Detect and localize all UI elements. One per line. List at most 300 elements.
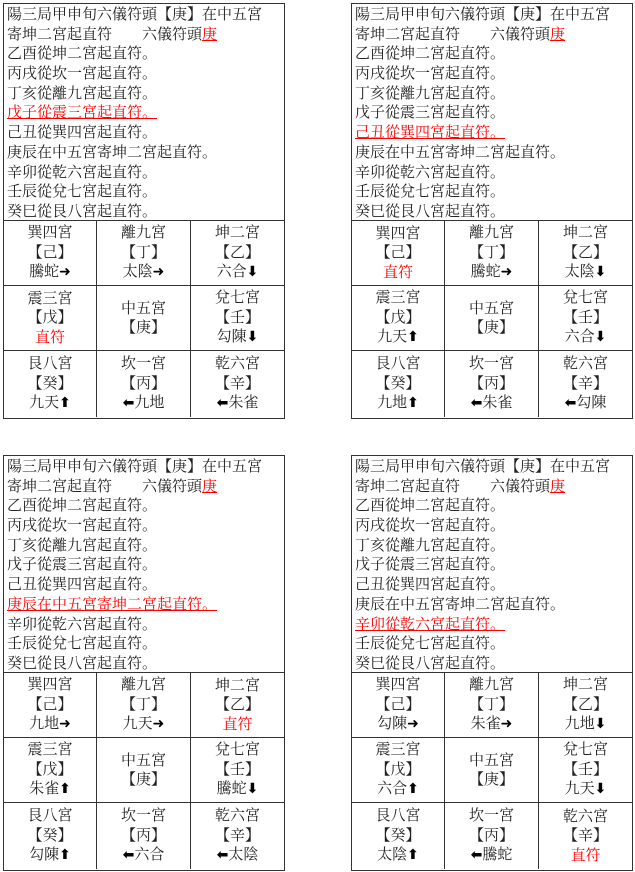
text-block: [352, 456, 632, 673]
palace-cell: [191, 286, 284, 351]
palace-grid: [352, 673, 632, 869]
palace-cell: [539, 221, 632, 286]
palace-grid: [4, 673, 284, 869]
palace-god: [377, 714, 419, 735]
arrow-down-icon: ⬇: [594, 716, 607, 733]
stem-line: [7, 536, 284, 556]
stem-line: [7, 44, 284, 64]
stem-line-text: 辛卯從乾六宮起直符。: [7, 162, 158, 181]
stem-line-text: 丙戌從坎一宮起直符。: [355, 516, 506, 535]
header-line: [355, 457, 632, 477]
palace-stem: 【壬】: [562, 307, 608, 326]
palace-name: 兌七宮: [214, 740, 260, 759]
stem-line: [355, 64, 632, 84]
palace-god: [377, 393, 419, 414]
stem-line: [355, 163, 632, 183]
palace-cell: [4, 351, 97, 417]
stem-line-text: 乙酉從坤二宮起直符。: [355, 44, 506, 63]
arrow-up-icon: ⬆: [407, 329, 419, 346]
arrow-left-icon: ⬅: [216, 847, 229, 864]
stem-line: [355, 595, 632, 615]
palace-god: [471, 714, 513, 735]
palace-stem: 【丙】: [120, 825, 166, 844]
palace-god: [565, 779, 607, 800]
stem-line: [355, 202, 632, 222]
fu-tou-stem: 庚: [202, 476, 218, 495]
palace-god: [29, 845, 71, 866]
palace-stem: 【丙】: [468, 825, 514, 844]
palace-name: 兌七宮: [562, 740, 608, 759]
stem-line: [7, 496, 284, 516]
stem-line-text: 戊子從震三宮起直符。: [7, 103, 158, 122]
god-label: 騰蛇: [482, 845, 513, 864]
header-line: [7, 457, 284, 477]
header-line: [355, 5, 632, 25]
fu-tou-stem: 庚: [550, 24, 566, 43]
palace-cell: [191, 738, 284, 803]
palace-name: 震三宮: [27, 740, 73, 759]
arrow-up-icon: ⬆: [59, 781, 71, 798]
palace-cell: [4, 221, 97, 286]
highlighted-stem-line: [355, 615, 632, 635]
header-text: 寄坤二宮起直符 六儀符頭: [7, 24, 203, 43]
arrow-right-icon: ➜: [59, 716, 71, 733]
god-label: 朱雀: [470, 714, 501, 733]
stem-line-text: 戊子從震三宮起直符。: [355, 103, 506, 122]
palace-god: [222, 715, 252, 735]
palace-god: [217, 845, 259, 866]
palace-cell: [97, 286, 191, 351]
palace-name: 艮八宮: [27, 354, 73, 373]
stem-line-text: 辛卯從乾六宮起直符。: [7, 614, 158, 633]
stem-line-text: 己丑從巽四宮起直符。: [7, 575, 158, 594]
stem-line: [7, 555, 284, 575]
stem-line: [355, 516, 632, 536]
arrow-right-icon: ➜: [500, 264, 513, 281]
highlighted-stem-line: [355, 123, 632, 143]
palace-stem: 【辛】: [214, 825, 260, 844]
palace-stem: 【乙】: [214, 242, 260, 261]
stem-line: [7, 64, 284, 84]
palace-stem: 【乙】: [214, 695, 260, 714]
palace-cell: [191, 673, 284, 738]
god-label: 九天: [29, 393, 60, 412]
god-label: 太陰: [122, 262, 153, 281]
stem-line-text: 庚辰在中五宮寄坤二宮起直符。: [355, 142, 566, 161]
palace-cell: [97, 351, 191, 417]
palace-stem: 【壬】: [214, 759, 260, 778]
stem-line-text: 己丑從巽四宮起直符。: [7, 123, 158, 142]
palace-cell: [352, 673, 445, 738]
palace-stem: 【戊】: [375, 307, 421, 326]
palace-stem: 【辛】: [562, 373, 608, 392]
god-label: 勾陳: [29, 845, 60, 864]
god-label: 勾陳: [576, 393, 607, 412]
palace-stem: 【戊】: [27, 759, 73, 778]
arrow-left-icon: ⬅: [470, 395, 483, 412]
palace-name: 艮八宮: [27, 806, 73, 825]
header-text: 寄坤二宮起直符 六儀符頭: [355, 476, 551, 495]
palace-stem: 【庚】: [468, 770, 514, 788]
god-label: 太陰: [564, 262, 595, 281]
fu-tou-stem: 庚: [202, 24, 218, 43]
palace-cell: [352, 351, 445, 417]
palace-god: [217, 393, 259, 414]
palace-grid: [4, 221, 284, 417]
qimen-panel: [3, 455, 285, 871]
arrow-down-icon: ⬇: [594, 329, 607, 346]
stem-line-text: 丁亥從離九宮起直符。: [7, 535, 158, 554]
highlighted-stem-line: [7, 103, 284, 123]
palace-cell: [445, 673, 539, 738]
stem-line-text: 戊子從震三宮起直符。: [7, 555, 158, 574]
god-label: 朱雀: [29, 779, 60, 798]
palace-name: 中五宮: [468, 298, 514, 317]
arrow-up-icon: ⬆: [59, 395, 71, 412]
stem-line-text: 戊子從震三宮起直符。: [355, 555, 506, 574]
palace-cell: [97, 673, 191, 738]
palace-stem: 【丙】: [468, 373, 514, 392]
stem-line-text: 庚辰在中五宮寄坤二宮起直符。: [355, 594, 566, 613]
palace-god: [565, 714, 607, 735]
palace-god: [123, 393, 165, 414]
god-label: 六合: [216, 262, 247, 281]
palace-god: [377, 779, 419, 800]
palace-name: 離九宮: [120, 223, 166, 242]
god-label: 九地: [134, 393, 165, 412]
arrow-left-icon: ⬅: [564, 395, 577, 412]
palace-god: [471, 845, 513, 866]
palace-god: [123, 714, 165, 735]
stem-line: [7, 123, 284, 143]
header-line-2: [7, 25, 284, 45]
stem-line-text: 丙戌從坎一宮起直符。: [7, 64, 158, 83]
stem-line: [7, 654, 284, 674]
palace-name: 中五宮: [120, 750, 166, 769]
god-label: 太陰: [228, 845, 259, 864]
stem-line: [355, 143, 632, 163]
palace-god: [217, 262, 259, 283]
palace-name: 離九宮: [120, 675, 166, 694]
stem-line: [7, 634, 284, 654]
palace-stem: 【辛】: [214, 373, 260, 392]
palace-stem: 【壬】: [214, 307, 260, 326]
stem-line: [355, 654, 632, 674]
palace-god: [383, 263, 413, 283]
god-label: 直符: [222, 714, 253, 733]
palace-name: 巽四宮: [375, 223, 421, 242]
palace-stem: 【壬】: [562, 759, 608, 778]
stem-line-text: 丁亥從離九宮起直符。: [355, 83, 506, 102]
palace-god: [29, 779, 71, 800]
stem-line-text: 癸巳從艮八宮起直符。: [7, 653, 158, 672]
palace-name: 震三宮: [375, 740, 421, 759]
god-label: 六合: [377, 779, 408, 798]
arrow-right-icon: ➜: [500, 716, 513, 733]
palace-god: [570, 846, 600, 866]
palace-cell: [352, 221, 445, 286]
palace-cell: [445, 221, 539, 286]
palace-stem: 【乙】: [562, 242, 608, 261]
god-label: 騰蛇: [470, 262, 501, 281]
palace-cell: [539, 673, 632, 738]
stem-line-text: 乙酉從坤二宮起直符。: [355, 496, 506, 515]
palace-name: 坎一宮: [120, 354, 166, 373]
stem-line: [7, 182, 284, 202]
palace-cell: [4, 286, 97, 351]
palace-stem: 【戊】: [27, 308, 73, 327]
palace-stem: 【庚】: [120, 770, 166, 788]
palace-cell: [191, 351, 284, 417]
palace-grid: [352, 221, 632, 417]
palace-name: 中五宮: [120, 298, 166, 317]
palace-god: [29, 714, 71, 735]
stem-line-text: 辛卯從乾六宮起直符。: [355, 162, 506, 181]
qimen-panel: [351, 3, 633, 419]
header-line-2: [355, 25, 632, 45]
palace-name: 坎一宮: [468, 354, 514, 373]
palace-god: [565, 262, 607, 283]
palace-cell: [4, 673, 97, 738]
palace-stem: 【辛】: [562, 826, 608, 845]
god-label: 直符: [382, 262, 413, 281]
palace-name: 乾六宮: [214, 806, 260, 825]
stem-line-text: 癸巳從艮八宮起直符。: [7, 201, 158, 220]
god-label: 朱雀: [482, 393, 513, 412]
stem-line: [355, 634, 632, 654]
arrow-down-icon: ⬇: [246, 781, 259, 798]
palace-name: 坤二宮: [214, 223, 260, 242]
stem-line-text: 辛卯從乾六宮起直符。: [355, 614, 506, 633]
text-block: [4, 4, 284, 221]
palace-stem: 【庚】: [120, 318, 166, 336]
god-label: 勾陳: [377, 714, 408, 733]
header-text: 寄坤二宮起直符 六儀符頭: [7, 476, 203, 495]
header-text: 陽三局甲申旬六儀符頭【庚】在中五宮: [355, 5, 611, 23]
palace-name: 坎一宮: [120, 806, 166, 825]
god-label: 太陰: [377, 845, 408, 864]
palace-god: [29, 393, 71, 414]
stem-line-text: 丙戌從坎一宮起直符。: [7, 516, 158, 535]
palace-name: 乾六宮: [562, 806, 608, 825]
arrow-right-icon: ➜: [407, 716, 419, 733]
stem-line: [355, 182, 632, 202]
palace-stem: 【丁】: [468, 694, 514, 713]
stem-line-text: 庚辰在中五宮寄坤二宮起直符。: [7, 594, 218, 613]
palace-god: [35, 328, 65, 348]
palace-name: 巽四宮: [375, 675, 421, 694]
palace-cell: [97, 221, 191, 286]
god-label: 九地: [564, 714, 595, 733]
palace-god: [123, 262, 165, 283]
palace-name: 乾六宮: [562, 354, 608, 373]
text-block: [352, 4, 632, 221]
arrow-left-icon: ⬅: [122, 847, 135, 864]
palace-cell: [445, 351, 539, 417]
god-label: 六合: [564, 327, 595, 346]
palace-stem: 【己】: [27, 242, 73, 261]
header-line-2: [355, 477, 632, 497]
palace-name: 巽四宮: [27, 675, 73, 694]
palace-cell: [191, 803, 284, 869]
palace-stem: 【乙】: [562, 694, 608, 713]
stem-line: [355, 555, 632, 575]
palace-god: [565, 327, 607, 348]
text-block: [4, 456, 284, 673]
palace-name: 乾六宮: [214, 354, 260, 373]
stem-line: [355, 84, 632, 104]
palace-stem: 【己】: [375, 694, 421, 713]
palace-cell: [539, 803, 632, 869]
palace-cell: [445, 738, 539, 803]
header-text: 陽三局甲申旬六儀符頭【庚】在中五宮: [7, 457, 263, 475]
palace-stem: 【癸】: [375, 825, 421, 844]
palace-stem: 【癸】: [27, 825, 73, 844]
god-label: 騰蛇: [216, 779, 247, 798]
palace-god: [123, 845, 165, 866]
stem-line-text: 壬辰從兌七宮起直符。: [355, 634, 506, 653]
stem-line: [7, 163, 284, 183]
god-label: 九地: [29, 714, 60, 733]
header-line-2: [7, 477, 284, 497]
palace-cell: [352, 803, 445, 869]
palace-cell: [4, 738, 97, 803]
god-label: 九地: [377, 393, 408, 412]
palace-name: 震三宮: [27, 288, 73, 307]
palace-cell: [539, 738, 632, 803]
god-label: 六合: [134, 845, 165, 864]
arrow-up-icon: ⬆: [407, 847, 419, 864]
palace-cell: [539, 351, 632, 417]
palace-stem: 【癸】: [27, 373, 73, 392]
arrow-up-icon: ⬆: [407, 781, 419, 798]
stem-line: [7, 575, 284, 595]
arrow-left-icon: ⬅: [122, 395, 135, 412]
palace-name: 震三宮: [375, 288, 421, 307]
stem-line: [7, 615, 284, 635]
palace-stem: 【丁】: [120, 242, 166, 261]
palace-god: [471, 393, 513, 414]
god-label: 騰蛇: [29, 262, 60, 281]
stem-line: [355, 44, 632, 64]
stem-line-text: 壬辰從兌七宮起直符。: [355, 182, 506, 201]
palace-name: 艮八宮: [375, 354, 421, 373]
arrow-down-icon: ⬇: [246, 264, 259, 281]
arrow-down-icon: ⬇: [246, 329, 259, 346]
arrow-right-icon: ➜: [152, 264, 165, 281]
palace-name: 坤二宮: [214, 675, 260, 694]
stem-line: [7, 202, 284, 222]
god-label: 直符: [34, 327, 65, 346]
qimen-panel: [3, 3, 285, 419]
palace-name: 離九宮: [468, 223, 514, 242]
palace-stem: 【戊】: [375, 759, 421, 778]
god-label: 朱雀: [228, 393, 259, 412]
arrow-left-icon: ⬅: [216, 395, 229, 412]
arrow-up-icon: ⬆: [407, 395, 419, 412]
stem-line: [355, 103, 632, 123]
arrow-right-icon: ➜: [152, 716, 165, 733]
stem-line-text: 乙酉從坤二宮起直符。: [7, 44, 158, 63]
palace-name: 坤二宮: [562, 223, 608, 242]
god-label: 勾陳: [216, 327, 247, 346]
palace-god: [377, 845, 419, 866]
header-text: 寄坤二宮起直符 六儀符頭: [355, 24, 551, 43]
stem-line-text: 丙戌從坎一宮起直符。: [355, 64, 506, 83]
palace-stem: 【庚】: [468, 318, 514, 336]
palace-god: [29, 262, 71, 283]
palace-name: 坎一宮: [468, 806, 514, 825]
palace-name: 兌七宮: [562, 288, 608, 307]
fu-tou-stem: 庚: [550, 476, 566, 495]
palace-stem: 【癸】: [375, 373, 421, 392]
header-text: 陽三局甲申旬六儀符頭【庚】在中五宮: [7, 5, 263, 23]
palace-name: 離九宮: [468, 675, 514, 694]
palace-cell: [445, 286, 539, 351]
god-label: 直符: [570, 845, 601, 864]
stem-line-text: 癸巳從艮八宮起直符。: [355, 653, 506, 672]
palace-god: [471, 262, 513, 283]
stem-line-text: 丁亥從離九宮起直符。: [7, 83, 158, 102]
stem-line-text: 癸巳從艮八宮起直符。: [355, 201, 506, 220]
stem-line-text: 壬辰從兌七宮起直符。: [7, 182, 158, 201]
stem-line-text: 丁亥從離九宮起直符。: [355, 535, 506, 554]
palace-cell: [97, 803, 191, 869]
stem-line: [355, 536, 632, 556]
palace-cell: [352, 738, 445, 803]
stem-line: [355, 575, 632, 595]
palace-cell: [191, 221, 284, 286]
palace-cell: [539, 286, 632, 351]
palace-stem: 【丙】: [120, 373, 166, 392]
god-label: 九天: [564, 779, 595, 798]
stem-line: [7, 84, 284, 104]
palace-god: [377, 327, 419, 348]
palace-name: 兌七宮: [214, 288, 260, 307]
palace-cell: [445, 803, 539, 869]
stem-line: [7, 516, 284, 536]
god-label: 九天: [377, 327, 408, 346]
god-label: 九天: [122, 714, 153, 733]
palace-god: [217, 779, 259, 800]
palace-cell: [97, 738, 191, 803]
arrow-down-icon: ⬇: [594, 264, 607, 281]
palace-name: 中五宮: [468, 750, 514, 769]
palace-god: [217, 327, 259, 348]
stem-line-text: 己丑從巽四宮起直符。: [355, 575, 506, 594]
stem-line: [355, 496, 632, 516]
arrow-right-icon: ➜: [59, 264, 71, 281]
highlighted-stem-line: [7, 595, 284, 615]
palace-name: 坤二宮: [562, 675, 608, 694]
arrow-up-icon: ⬆: [59, 847, 71, 864]
stem-line-text: 壬辰從兌七宮起直符。: [7, 634, 158, 653]
header-text: 陽三局甲申旬六儀符頭【庚】在中五宮: [355, 457, 611, 475]
palace-stem: 【丁】: [468, 242, 514, 261]
stem-line: [7, 143, 284, 163]
stem-line-text: 乙酉從坤二宮起直符。: [7, 496, 158, 515]
palace-cell: [352, 286, 445, 351]
palace-name: 巽四宮: [27, 223, 73, 242]
palace-stem: 【己】: [27, 694, 73, 713]
stem-line-text: 己丑從巽四宮起直符。: [355, 123, 506, 142]
arrow-left-icon: ⬅: [470, 847, 483, 864]
palace-stem: 【己】: [375, 243, 421, 262]
palace-stem: 【丁】: [120, 694, 166, 713]
palace-cell: [4, 803, 97, 869]
stem-line-text: 庚辰在中五宮寄坤二宮起直符。: [7, 142, 218, 161]
header-line: [7, 5, 284, 25]
